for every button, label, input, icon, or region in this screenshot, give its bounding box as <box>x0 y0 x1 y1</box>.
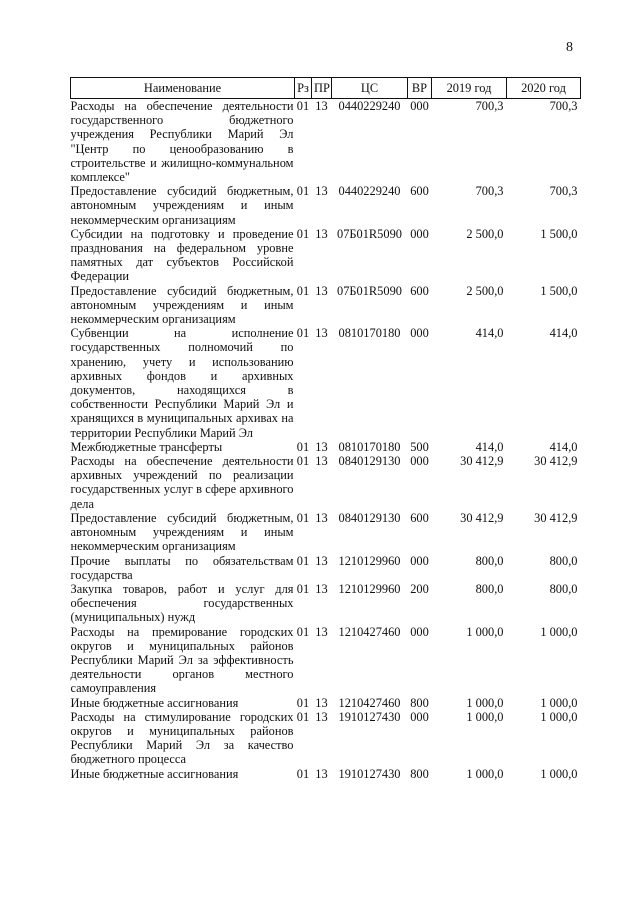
row-name: Предоставление субсидий бюджетным, автономным учреждениям и иным некоммерческим организациям <box>70 510 294 554</box>
row-name: Закупка товаров, работ и услуг для обеспечения государственных (муниципальных) нужд <box>70 581 294 625</box>
row-vr: 000 <box>410 709 429 724</box>
row-amount-2019: 1 000,0 <box>466 709 504 724</box>
row-amount-2020: 30 412,9 <box>534 454 578 469</box>
row-name: Субсидии на подготовку и проведение празднования на федеральном уровне памятных дат субъектов Российской Федерации <box>70 226 294 284</box>
row-rz: 01 <box>296 695 310 710</box>
row-rz: 01 <box>296 184 310 199</box>
row-amount-2019: 800,0 <box>475 553 504 568</box>
row-cs: 1210129960 <box>338 553 401 568</box>
row-rz: 01 <box>296 553 310 568</box>
row-pr: 13 <box>315 766 328 781</box>
table-row <box>71 696 581 710</box>
row-vr: 600 <box>410 184 429 199</box>
row-rz: 01 <box>296 99 310 113</box>
row-pr: 13 <box>315 581 328 596</box>
row-amount-2020: 700,3 <box>549 184 578 199</box>
table-row <box>71 184 581 227</box>
row-amount-2019: 414,0 <box>475 326 504 341</box>
row-amount-2019: 700,3 <box>475 99 504 113</box>
page-number: 8 <box>566 40 573 55</box>
row-cs: 0840129130 <box>338 510 401 525</box>
row-amount-2019: 1 000,0 <box>466 624 504 639</box>
row-pr: 13 <box>315 454 328 469</box>
table-header <box>71 78 581 99</box>
row-pr: 13 <box>315 184 328 199</box>
row-vr: 800 <box>410 766 429 781</box>
row-name: Расходы на обеспечение деятельности архивных учреждений по реализации государственных услуг в сфере архивного дела <box>70 454 294 511</box>
table-row <box>71 710 581 767</box>
row-rz: 01 <box>296 326 310 341</box>
row-amount-2020: 1 000,0 <box>540 766 578 781</box>
header-pr: ПР <box>312 78 332 99</box>
table-row <box>71 454 581 511</box>
table-body <box>71 99 581 781</box>
row-name: Иные бюджетные ассигнования <box>70 695 239 710</box>
row-cs: 0810170180 <box>338 439 401 454</box>
row-amount-2019: 414,0 <box>475 439 504 454</box>
row-vr: 000 <box>410 553 429 568</box>
row-cs: 1910127430 <box>338 709 401 724</box>
table-row <box>71 625 581 696</box>
row-name: Расходы на обеспечение деятельности государственного бюджетного учреждения Республики Марий Эл "Центр по ценообразованию в строительстве и жилищно-коммунальном комплексе" <box>70 99 294 185</box>
row-amount-2020: 1 500,0 <box>540 283 578 298</box>
row-pr: 13 <box>315 326 328 341</box>
row-vr: 600 <box>410 510 429 525</box>
row-name: Субвенции на исполнение государственных полномочий по хранению, учету и использованию архивных фондов и архивных документов, находящихся в собственности Республики Марий Эл и хранящихся в муниципальных архивах на территории Республики Марий Эл <box>70 326 294 440</box>
row-vr: 800 <box>410 695 429 710</box>
row-cs: 07Б01R5090 <box>337 226 402 241</box>
table-row <box>71 326 581 440</box>
table-row <box>71 440 581 454</box>
header-2020: 2020 год <box>507 78 581 99</box>
header-name: Наименование <box>71 78 295 99</box>
row-vr: 500 <box>410 439 429 454</box>
row-amount-2020: 30 412,9 <box>534 510 578 525</box>
row-pr: 13 <box>315 99 328 113</box>
row-pr: 13 <box>315 510 328 525</box>
row-name: Расходы на премирование городских округов и муниципальных районов Республики Марий Эл за эффективность деятельности органов местного самоуправления <box>70 624 294 696</box>
table-row <box>71 99 581 185</box>
row-name: Иные бюджетные ассигнования <box>70 766 239 781</box>
row-amount-2020: 414,0 <box>549 439 578 454</box>
row-cs: 1210129960 <box>338 581 401 596</box>
row-rz: 01 <box>296 766 310 781</box>
row-amount-2019: 1 000,0 <box>466 695 504 710</box>
row-amount-2020: 1 000,0 <box>540 695 578 710</box>
row-cs: 0440229240 <box>338 99 401 113</box>
row-vr: 000 <box>410 99 429 113</box>
row-name: Предоставление субсидий бюджетным, автономным учреждениям и иным некоммерческим организациям <box>70 283 294 327</box>
row-amount-2019: 2 500,0 <box>466 226 504 241</box>
row-pr: 13 <box>315 283 328 298</box>
row-amount-2019: 2 500,0 <box>466 283 504 298</box>
row-amount-2020: 800,0 <box>549 553 578 568</box>
row-name: Расходы на стимулирование городских округов и муниципальных районов Республики Марий Эл за качество бюджетного процесса <box>70 709 294 767</box>
budget-table <box>70 77 581 781</box>
row-cs: 0840129130 <box>338 454 401 469</box>
row-pr: 13 <box>315 695 328 710</box>
row-cs: 07Б01R5090 <box>337 283 402 298</box>
row-name: Прочие выплаты по обязательствам государства <box>70 553 294 582</box>
row-rz: 01 <box>296 510 310 525</box>
row-vr: 000 <box>410 326 429 341</box>
row-cs: 1210427460 <box>338 624 401 639</box>
header-rz: Рз <box>295 78 312 99</box>
row-rz: 01 <box>296 226 310 241</box>
row-rz: 01 <box>296 439 310 454</box>
row-cs: 1910127430 <box>338 766 401 781</box>
row-name: Предоставление субсидий бюджетным, автономным учреждениям и иным некоммерческим организациям <box>70 184 294 227</box>
row-rz: 01 <box>296 709 310 724</box>
row-pr: 13 <box>315 553 328 568</box>
row-amount-2020: 700,3 <box>549 99 578 113</box>
row-cs: 0440229240 <box>338 184 401 199</box>
row-pr: 13 <box>315 226 328 241</box>
header-vr: ВР <box>408 78 432 99</box>
table-row <box>71 554 581 582</box>
table-row <box>71 284 581 327</box>
row-rz: 01 <box>296 581 310 596</box>
row-cs: 1210427460 <box>338 695 401 710</box>
row-rz: 01 <box>296 454 310 469</box>
row-amount-2020: 800,0 <box>549 581 578 596</box>
header-cs: ЦС <box>332 78 408 99</box>
row-pr: 13 <box>315 624 328 639</box>
row-pr: 13 <box>315 709 328 724</box>
row-pr: 13 <box>315 439 328 454</box>
row-amount-2020: 1 000,0 <box>540 709 578 724</box>
row-rz: 01 <box>296 283 310 298</box>
table-row <box>71 227 581 284</box>
row-vr: 000 <box>410 454 429 469</box>
row-amount-2019: 700,3 <box>475 184 504 199</box>
row-amount-2020: 1 500,0 <box>540 226 578 241</box>
row-amount-2020: 1 000,0 <box>540 624 578 639</box>
header-2019: 2019 год <box>432 78 507 99</box>
row-name: Межбюджетные трансферты <box>70 439 223 454</box>
row-amount-2019: 800,0 <box>475 581 504 596</box>
row-vr: 200 <box>410 581 429 596</box>
table-row <box>71 767 581 781</box>
row-cs: 0810170180 <box>338 326 401 341</box>
row-amount-2019: 30 412,9 <box>460 510 504 525</box>
row-amount-2020: 414,0 <box>549 326 578 341</box>
row-amount-2019: 30 412,9 <box>460 454 504 469</box>
row-vr: 600 <box>410 283 429 298</box>
row-vr: 000 <box>410 624 429 639</box>
table-row <box>71 511 581 554</box>
row-vr: 000 <box>410 226 429 241</box>
row-amount-2019: 1 000,0 <box>466 766 504 781</box>
row-rz: 01 <box>296 624 310 639</box>
table-row <box>71 582 581 625</box>
